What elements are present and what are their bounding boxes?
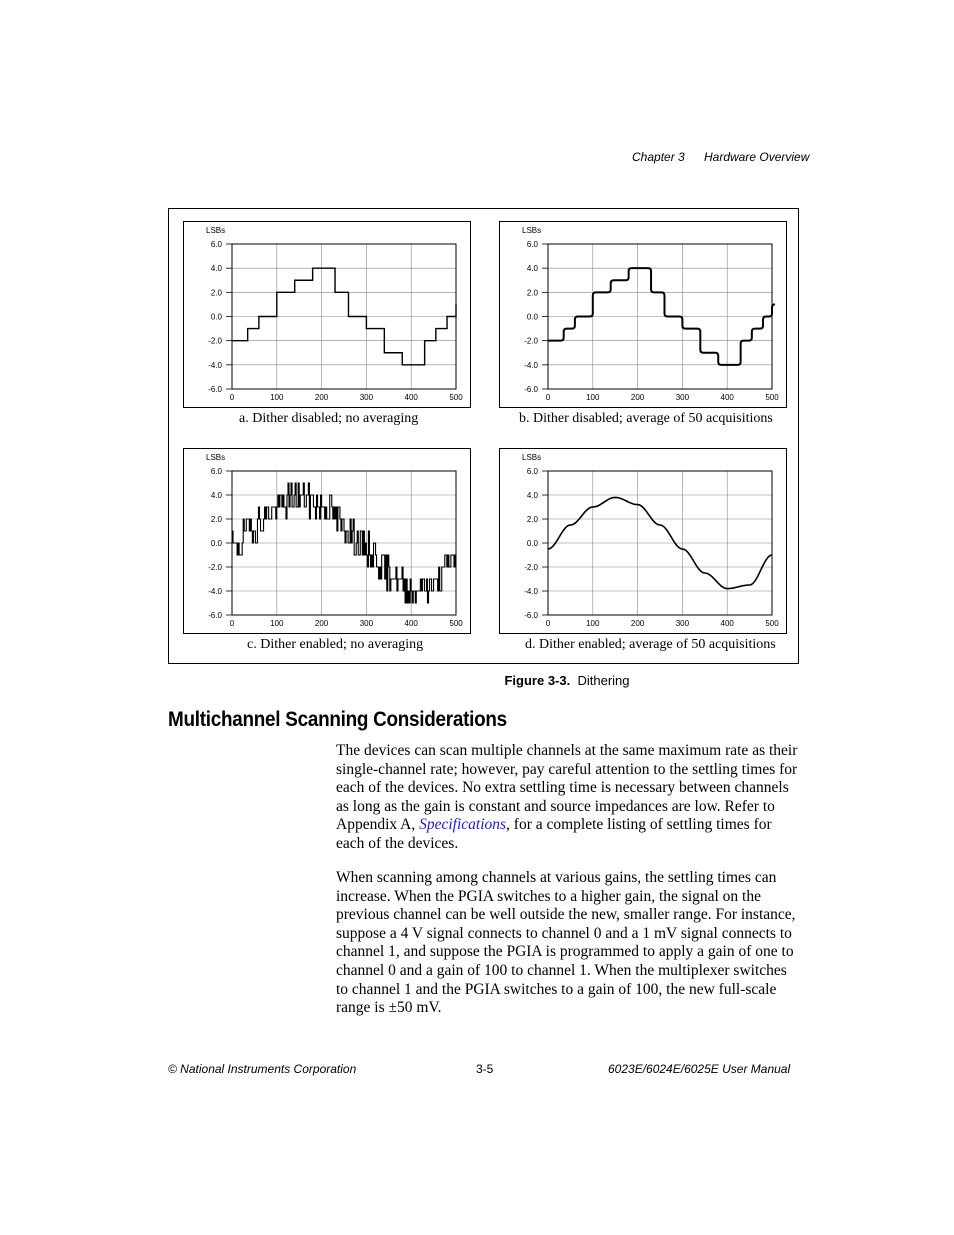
chart-svg-3 [500, 449, 786, 633]
chart-caption-c: c. Dither enabled; no averaging [247, 637, 424, 652]
paragraph-2: When scanning among channels at various gains, the settling times can increase. When the PGIA switches to a higher gain, the signal on the previous channel can be well outside the new, smaller range. For instance, suppose a 4 V signal connects to channel 0 and a 1 mV signal connects to channel 1, and suppose the PGIA is programmed to apply a gain of one to channel 0 and a gain of 100 to channel 1. When the multiplexer switches to channel 1 and the PGIA switches to a gain of 100, the new full-scale range is ±50 mV. [336, 869, 796, 1017]
x-tick-label: 200 [630, 619, 645, 628]
x-tick-label: 500 [765, 619, 779, 628]
chart-svg-1 [500, 222, 786, 407]
x-tick-label: 300 [675, 619, 690, 628]
x-tick-label: 400 [720, 393, 734, 402]
y-tick-label: 4.0 [210, 491, 222, 500]
y-tick-label: -6.0 [524, 385, 538, 394]
footer-page-number: 3-5 [476, 1062, 494, 1076]
x-tick-label: 100 [270, 393, 284, 402]
y-tick-label: -6.0 [208, 385, 222, 394]
y-tick-label: -2.0 [524, 563, 538, 572]
y-tick-label: -2.0 [208, 336, 222, 346]
chart-panel-d [499, 448, 787, 634]
x-tick-label: 100 [586, 393, 600, 402]
y-tick-label: -4.0 [208, 587, 222, 596]
figure-title: Dithering [577, 673, 630, 688]
chart-panel-b [499, 221, 787, 408]
chart-caption-b: b. Dither disabled; average of 50 acquisitions [519, 411, 773, 426]
x-tick-label: 400 [404, 619, 418, 628]
y-tick-label: 0.0 [210, 539, 222, 548]
paragraph-1-text-a: The devices can scan multiple channels at the same maximum rate as their single-channel rate; however, pay careful attention to the settling times for each of the devices. No extra settling time is necessary between channels as long as the gain is constant and source impedances are low. Refer to Appendix A, [336, 742, 798, 834]
x-tick-label: 0 [229, 619, 235, 628]
x-tick-label: 500 [449, 619, 463, 628]
chart-panel-c [183, 448, 471, 634]
y-axis-label: LSBs [206, 453, 226, 462]
y-tick-label: 2.0 [210, 288, 222, 298]
y-tick-label: 6.0 [526, 240, 538, 249]
x-tick-label: 0 [229, 393, 235, 402]
figure-frame [168, 208, 799, 664]
y-tick-label: -4.0 [524, 360, 538, 370]
figure-caption [0, 673, 954, 688]
chart-svg-2 [184, 449, 470, 633]
y-tick-label: 6.0 [210, 240, 222, 249]
x-tick-label: 400 [404, 393, 418, 402]
chart-panel-a [183, 221, 471, 408]
x-tick-label: 300 [675, 393, 690, 402]
chart-caption-d: d. Dither enabled; average of 50 acquisitions [525, 637, 776, 652]
x-tick-label: 100 [270, 619, 284, 628]
chart-caption-a: a. Dither disabled; no averaging [239, 411, 419, 426]
figure-label: Figure 3-3. [504, 673, 571, 688]
y-tick-label: 2.0 [526, 288, 538, 298]
x-tick-label: 100 [586, 619, 600, 628]
header-section: Hardware Overview [704, 150, 810, 164]
y-tick-label: 0.0 [526, 312, 538, 322]
footer-manual-title: 6023E/6024E/6025E User Manual [608, 1062, 791, 1076]
y-tick-label: 4.0 [210, 264, 222, 274]
y-axis-label: LSBs [206, 226, 226, 235]
x-tick-label: 500 [449, 393, 463, 402]
y-tick-label: -2.0 [208, 563, 222, 572]
y-tick-label: -4.0 [524, 587, 538, 596]
x-tick-label: 0 [545, 619, 551, 628]
y-tick-label: 6.0 [210, 467, 222, 476]
y-axis-label: LSBs [522, 226, 542, 235]
x-tick-label: 0 [545, 393, 551, 402]
specifications-link[interactable]: Specifications [419, 816, 507, 834]
x-tick-label: 300 [359, 393, 374, 402]
y-axis-label: LSBs [522, 453, 542, 462]
y-tick-label: 0.0 [210, 312, 222, 322]
section-title: Multichannel Scanning Considerations [168, 708, 507, 731]
y-tick-label: -2.0 [524, 336, 538, 346]
x-tick-label: 200 [630, 393, 645, 402]
chart-svg-0 [184, 222, 470, 407]
x-tick-label: 500 [765, 393, 779, 402]
y-tick-label: 4.0 [526, 491, 538, 500]
x-tick-label: 400 [720, 619, 734, 628]
y-tick-label: 6.0 [526, 467, 538, 476]
x-tick-label: 200 [314, 393, 329, 402]
footer-copyright: © National Instruments Corporation [168, 1062, 357, 1076]
paragraph-1 [336, 742, 800, 854]
y-tick-label: 2.0 [526, 515, 538, 524]
y-tick-label: 0.0 [526, 539, 538, 548]
paragraph-1-text-b: , for a complete listing of settling times for each of the devices. [336, 816, 772, 852]
y-tick-label: -6.0 [208, 611, 222, 620]
header-chapter: Chapter 3 [632, 150, 685, 164]
y-tick-label: -6.0 [524, 611, 538, 620]
y-tick-label: 2.0 [210, 515, 222, 524]
y-tick-label: 4.0 [526, 264, 538, 274]
x-tick-label: 300 [359, 619, 374, 628]
y-tick-label: -4.0 [208, 360, 222, 370]
x-tick-label: 200 [314, 619, 329, 628]
